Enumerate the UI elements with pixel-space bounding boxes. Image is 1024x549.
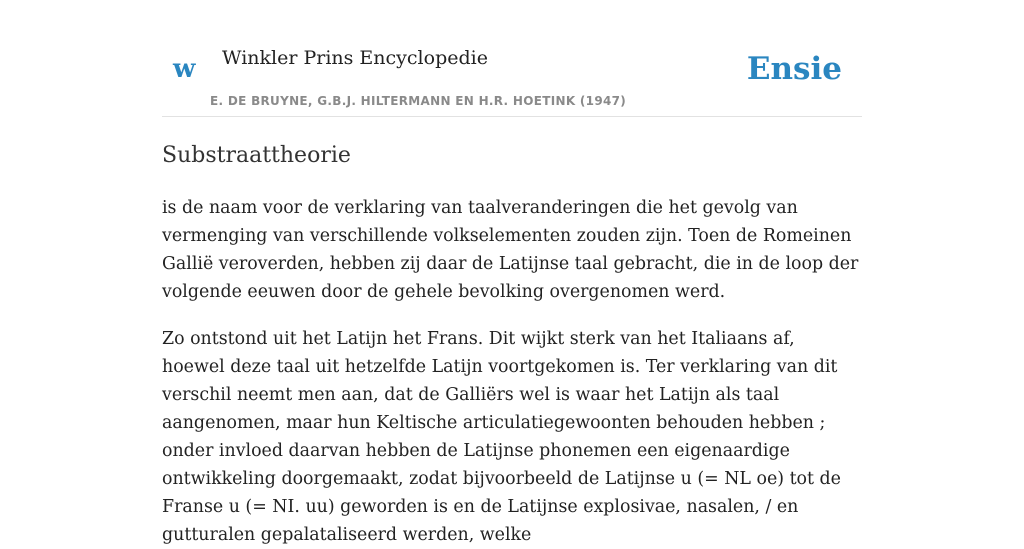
publication-authors: E. DE BRUYNE, G.B.J. HILTERMANN EN H.R. HOETINK (1947) [210,94,627,108]
winkler-prins-logo[interactable]: w [173,54,196,84]
site-header [162,0,862,117]
article-title: Substraattheorie [162,143,351,168]
article-paragraph-2: Zo ontstond uit het Latijn het Frans. Dit wijkt sterk van het Italiaans af, hoewel deze taal uit hetzelfde Latijn voortgekomen is. Ter verklaring van dit verschil neemt men aan, dat de Galliërs wel is waar het Latijn als taal aangenomen, maar hun Keltische articulatiegewoonten behouden hebben ; onder invloed daarvan hebben de Latijnse phonemen een eigenaardige ontwikkeling doorgemaakt, zodat bijvoorbeeld de Latijnse u (= NL oe) tot de Franse u (= NI. uu) geworden is en de Latijnse explosivae, nasalen, / en gutturalen gepalataliseerd werden, welke [162,329,841,545]
ensie-logo[interactable]: Ensie [746,51,842,87]
page-container [162,0,862,549]
publication-title[interactable]: Winkler Prins Encyclopedie [222,47,488,69]
article-paragraph-1: is de naam voor de verklaring van taalveranderingen die het gevolg van vermenging van verschillende volkselementen zouden zijn. Toen de Romeinen Gallië veroverden, hebben zij daar de Latijnse taal gebracht, die in de loop der volgende eeuwen door de gehele bevolking overgenomen werd. [162,198,859,302]
